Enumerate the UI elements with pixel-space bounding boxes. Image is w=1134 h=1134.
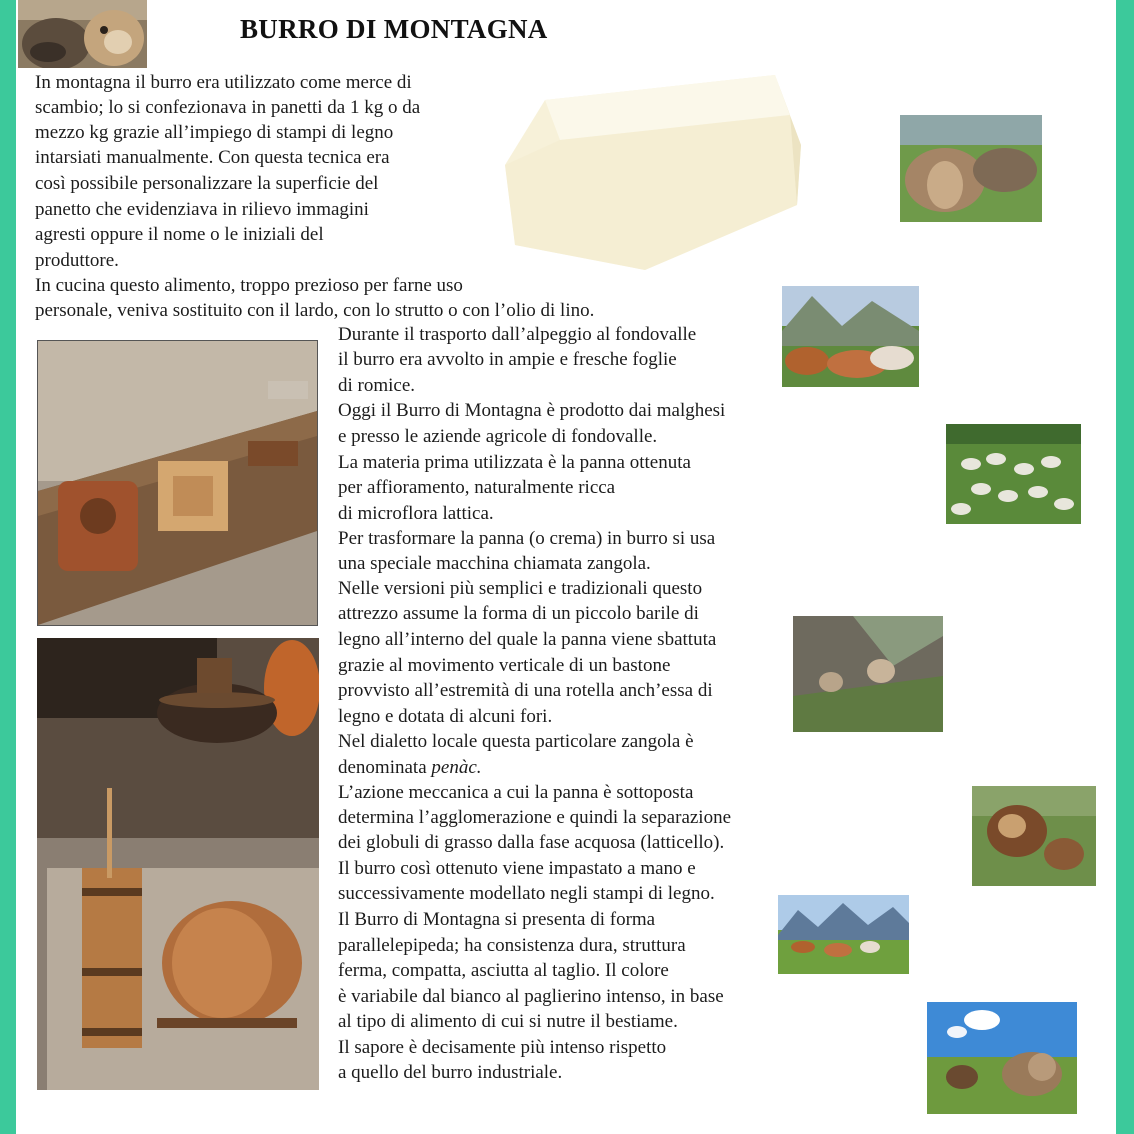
- cows-mountains-photo: [778, 895, 909, 974]
- body-line: ferma, compatta, asciutta al taglio. Il colore: [338, 960, 669, 981]
- body-line: è variabile dal bianco al paglierino intenso, in base: [338, 986, 724, 1007]
- body-line: Il Burro di Montagna si presenta di forma: [338, 909, 656, 930]
- body-line: L’azione meccanica a cui la panna è sottoposta: [338, 782, 694, 803]
- body-line: Durante il trasporto dall’alpeggio al fondovalle: [338, 324, 697, 345]
- body-line: Il sapore è decisamente più intenso rispetto: [338, 1037, 667, 1058]
- butter-churns-photo: [37, 638, 319, 1090]
- cow-calf-photo: [972, 786, 1096, 886]
- body-line: al tipo di alimento di cui si nutre il bestiame.: [338, 1011, 678, 1032]
- wooden-molds-photo: [37, 340, 318, 626]
- right-border: [1116, 0, 1134, 1134]
- sheep-flock-photo: [946, 424, 1081, 524]
- body-line: di romice.: [338, 375, 416, 396]
- body-line: Il burro così ottenuto viene impastato a mano e: [338, 858, 696, 879]
- body-line: parallelepipeda; ha consistenza dura, struttura: [338, 935, 686, 956]
- body-line: Nelle versioni più semplici e tradizionali questo: [338, 578, 703, 599]
- cow-header-photo: [18, 0, 147, 68]
- body-line: [338, 755, 482, 780]
- intro-line: panetto che evidenziava in rilievo immagini: [35, 199, 369, 220]
- body-line: e presso le aziende agricole di fondovalle.: [338, 426, 658, 447]
- body-line: attrezzo assume la forma di un piccolo barile di: [338, 603, 699, 624]
- intro-line: mezzo kg grazie all’impiego di stampi di legno: [35, 122, 394, 143]
- body-line: Oggi il Burro di Montagna è prodotto dai malghesi: [338, 400, 726, 421]
- body-line: legno all’interno del quale la panna viene sbattuta: [338, 629, 717, 650]
- body-line: Per trasformare la panna (o crema) in burro si usa: [338, 528, 716, 549]
- intro-line: produttore.: [35, 250, 119, 271]
- body-line: di microflora lattica.: [338, 503, 494, 524]
- intro-line: personale, veniva sostituito con il lardo, con lo strutto o con l’olio di lino.: [35, 300, 595, 321]
- body-line: determina l’agglomerazione e quindi la separazione: [338, 807, 732, 828]
- body-line: successivamente modellato negli stampi di legno.: [338, 883, 715, 904]
- intro-line: così possibile personalizzare la superficie del: [35, 173, 379, 194]
- cow-lying-photo: [900, 115, 1042, 222]
- body-line: grazie al movimento verticale di un bastone: [338, 655, 671, 676]
- dialect-word: penàc.: [431, 757, 482, 778]
- cows-meadow-photo: [782, 286, 919, 387]
- page-title: BURRO DI MONTAGNA: [240, 14, 548, 44]
- intro-line: intarsiati manualmente. Con questa tecnica era: [35, 147, 390, 168]
- intro-line: In cucina questo alimento, troppo prezioso per farne uso: [35, 275, 463, 296]
- left-border: [0, 0, 16, 1134]
- body-line: provvisto all’estremità di una rotella anch’essa di: [338, 680, 713, 701]
- butter-block-photo: [505, 55, 803, 273]
- body-line: il burro era avvolto in ampie e fresche foglie: [338, 349, 677, 370]
- body-line: legno e dotata di alcuni fori.: [338, 706, 553, 727]
- intro-line: agresti oppure il nome o le iniziali del: [35, 224, 324, 245]
- body-line: a quello del burro industriale.: [338, 1062, 563, 1083]
- cows-rocks-photo: [793, 616, 943, 732]
- body-line: dei globuli di grasso dalla fase acquosa (latticello).: [338, 832, 725, 853]
- intro-line: In montagna il burro era utilizzato come merce di: [35, 72, 412, 93]
- body-line: una speciale macchina chiamata zangola.: [338, 553, 651, 574]
- body-line: Nel dialetto locale questa particolare zangola è: [338, 731, 694, 752]
- body-line: La materia prima utilizzata è la panna ottenuta: [338, 452, 691, 473]
- body-text: denominata: [338, 757, 432, 778]
- intro-line: scambio; lo si confezionava in panetti da 1 kg o da: [35, 97, 421, 118]
- body-line: per affioramento, naturalmente ricca: [338, 477, 616, 498]
- cows-pasture-photo: [927, 1002, 1077, 1114]
